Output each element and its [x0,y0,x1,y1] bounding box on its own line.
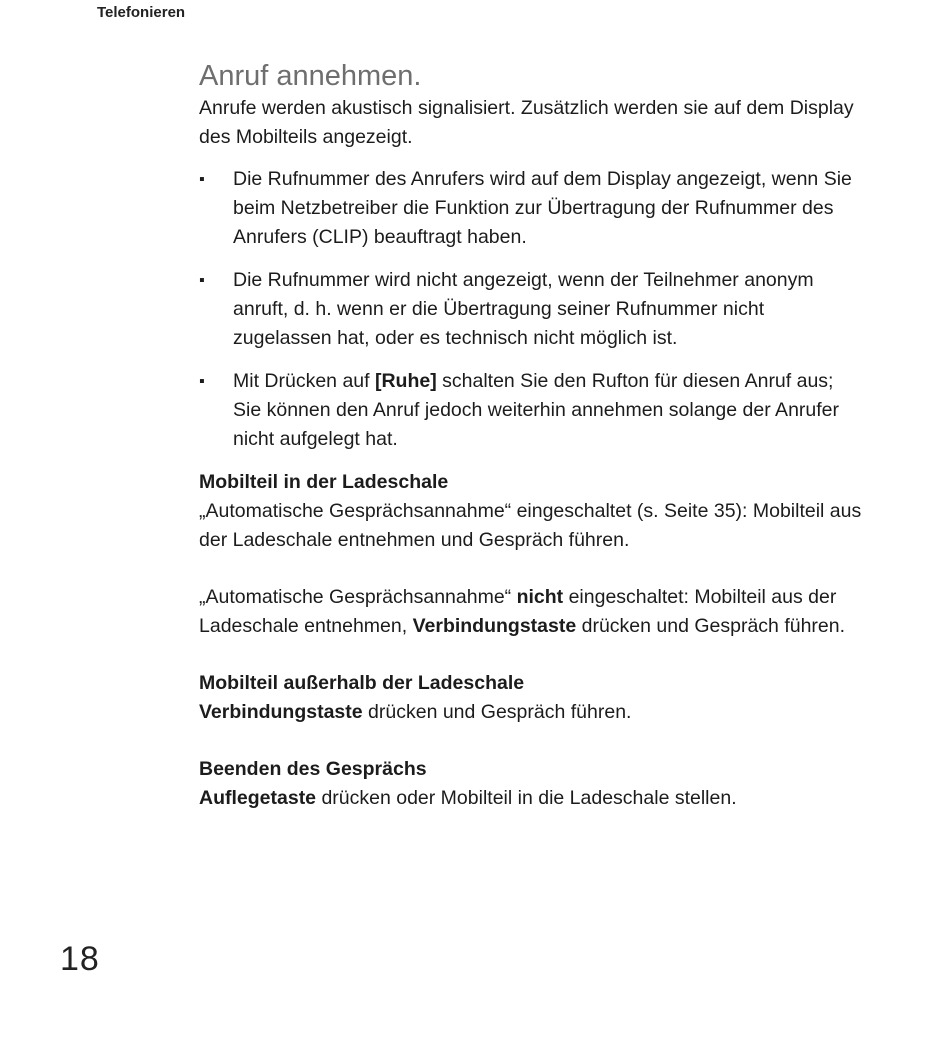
page-content [199,58,864,813]
bullet-text: Die Rufnummer wird nicht angezeigt, wenn der Teilnehmer anonym anruft, d. h. wenn er die Übertragung seiner Rufnummer nicht zugelassen hat, oder es technisch nicht möglich ist. [233,269,814,349]
bullet-dot-icon: ▪ [199,272,205,289]
running-header: Telefonieren [97,4,186,21]
ruhe-key-label: [Ruhe] [374,370,437,392]
intro-paragraph: Anrufe werden akustisch signalisiert. Zusätzlich werden sie auf dem Display des Mobilteils angezeigt. [199,97,854,148]
bullet-item [199,367,864,454]
outside-bold-key: Verbindungstaste [199,701,363,723]
end-bold-key: Auflegetaste [199,787,317,809]
charger-p2-bold-key: Verbindungstaste [412,615,577,637]
bullet-item [199,165,864,252]
outside-post: drücken und Gespräch führen. [362,701,632,723]
section-heading: Beenden des Gesprächs [199,758,427,780]
charger-p2-bold-nicht: nicht [516,586,564,608]
bullet-item [199,266,864,353]
page-number: 18 [60,940,100,978]
charger-paragraph-1: „Automatische Gesprächsannahme“ eingeschaltet (s. Seite 35): Mobilteil aus der Ladeschale entnehmen und Gespräch führen. [199,500,862,551]
outside-paragraph [199,698,864,727]
section-heading: Mobilteil in der Ladeschale [199,471,449,493]
charger-p2-mid: eingeschaltet: Mobilteil aus der Ladeschale entnehmen, [199,586,837,637]
end-paragraph [199,784,864,813]
section-charger [199,468,864,641]
bullet-text-pre: Mit Drücken auf [233,370,375,392]
section-outside [199,669,864,727]
bullet-list [199,165,864,454]
bullet-dot-icon: ▪ [199,171,205,188]
charger-paragraph-2 [199,583,864,641]
charger-p2-post: drücken und Gespräch führen. [576,615,846,637]
section-heading: Mobilteil außerhalb der Ladeschale [199,672,525,694]
bullet-dot-icon: ▪ [199,373,205,390]
section-end [199,755,864,813]
bullet-text-post: schalten Sie den Rufton für diesen Anruf aus; Sie können den Anruf jedoch weiterhin annehmen solange der Anrufer nicht aufgelegt hat. [233,370,840,450]
page-title: Anruf annehmen. [199,60,422,92]
charger-p2-pre: „Automatische Gesprächsannahme“ [199,586,517,608]
bullet-text: Die Rufnummer des Anrufers wird auf dem Display angezeigt, wenn Sie beim Netzbetreiber die Funktion zur Übertragung der Rufnummer des Anrufers (CLIP) beauftragt haben. [233,168,852,248]
end-post: drücken oder Mobilteil in die Ladeschale stellen. [316,787,737,809]
